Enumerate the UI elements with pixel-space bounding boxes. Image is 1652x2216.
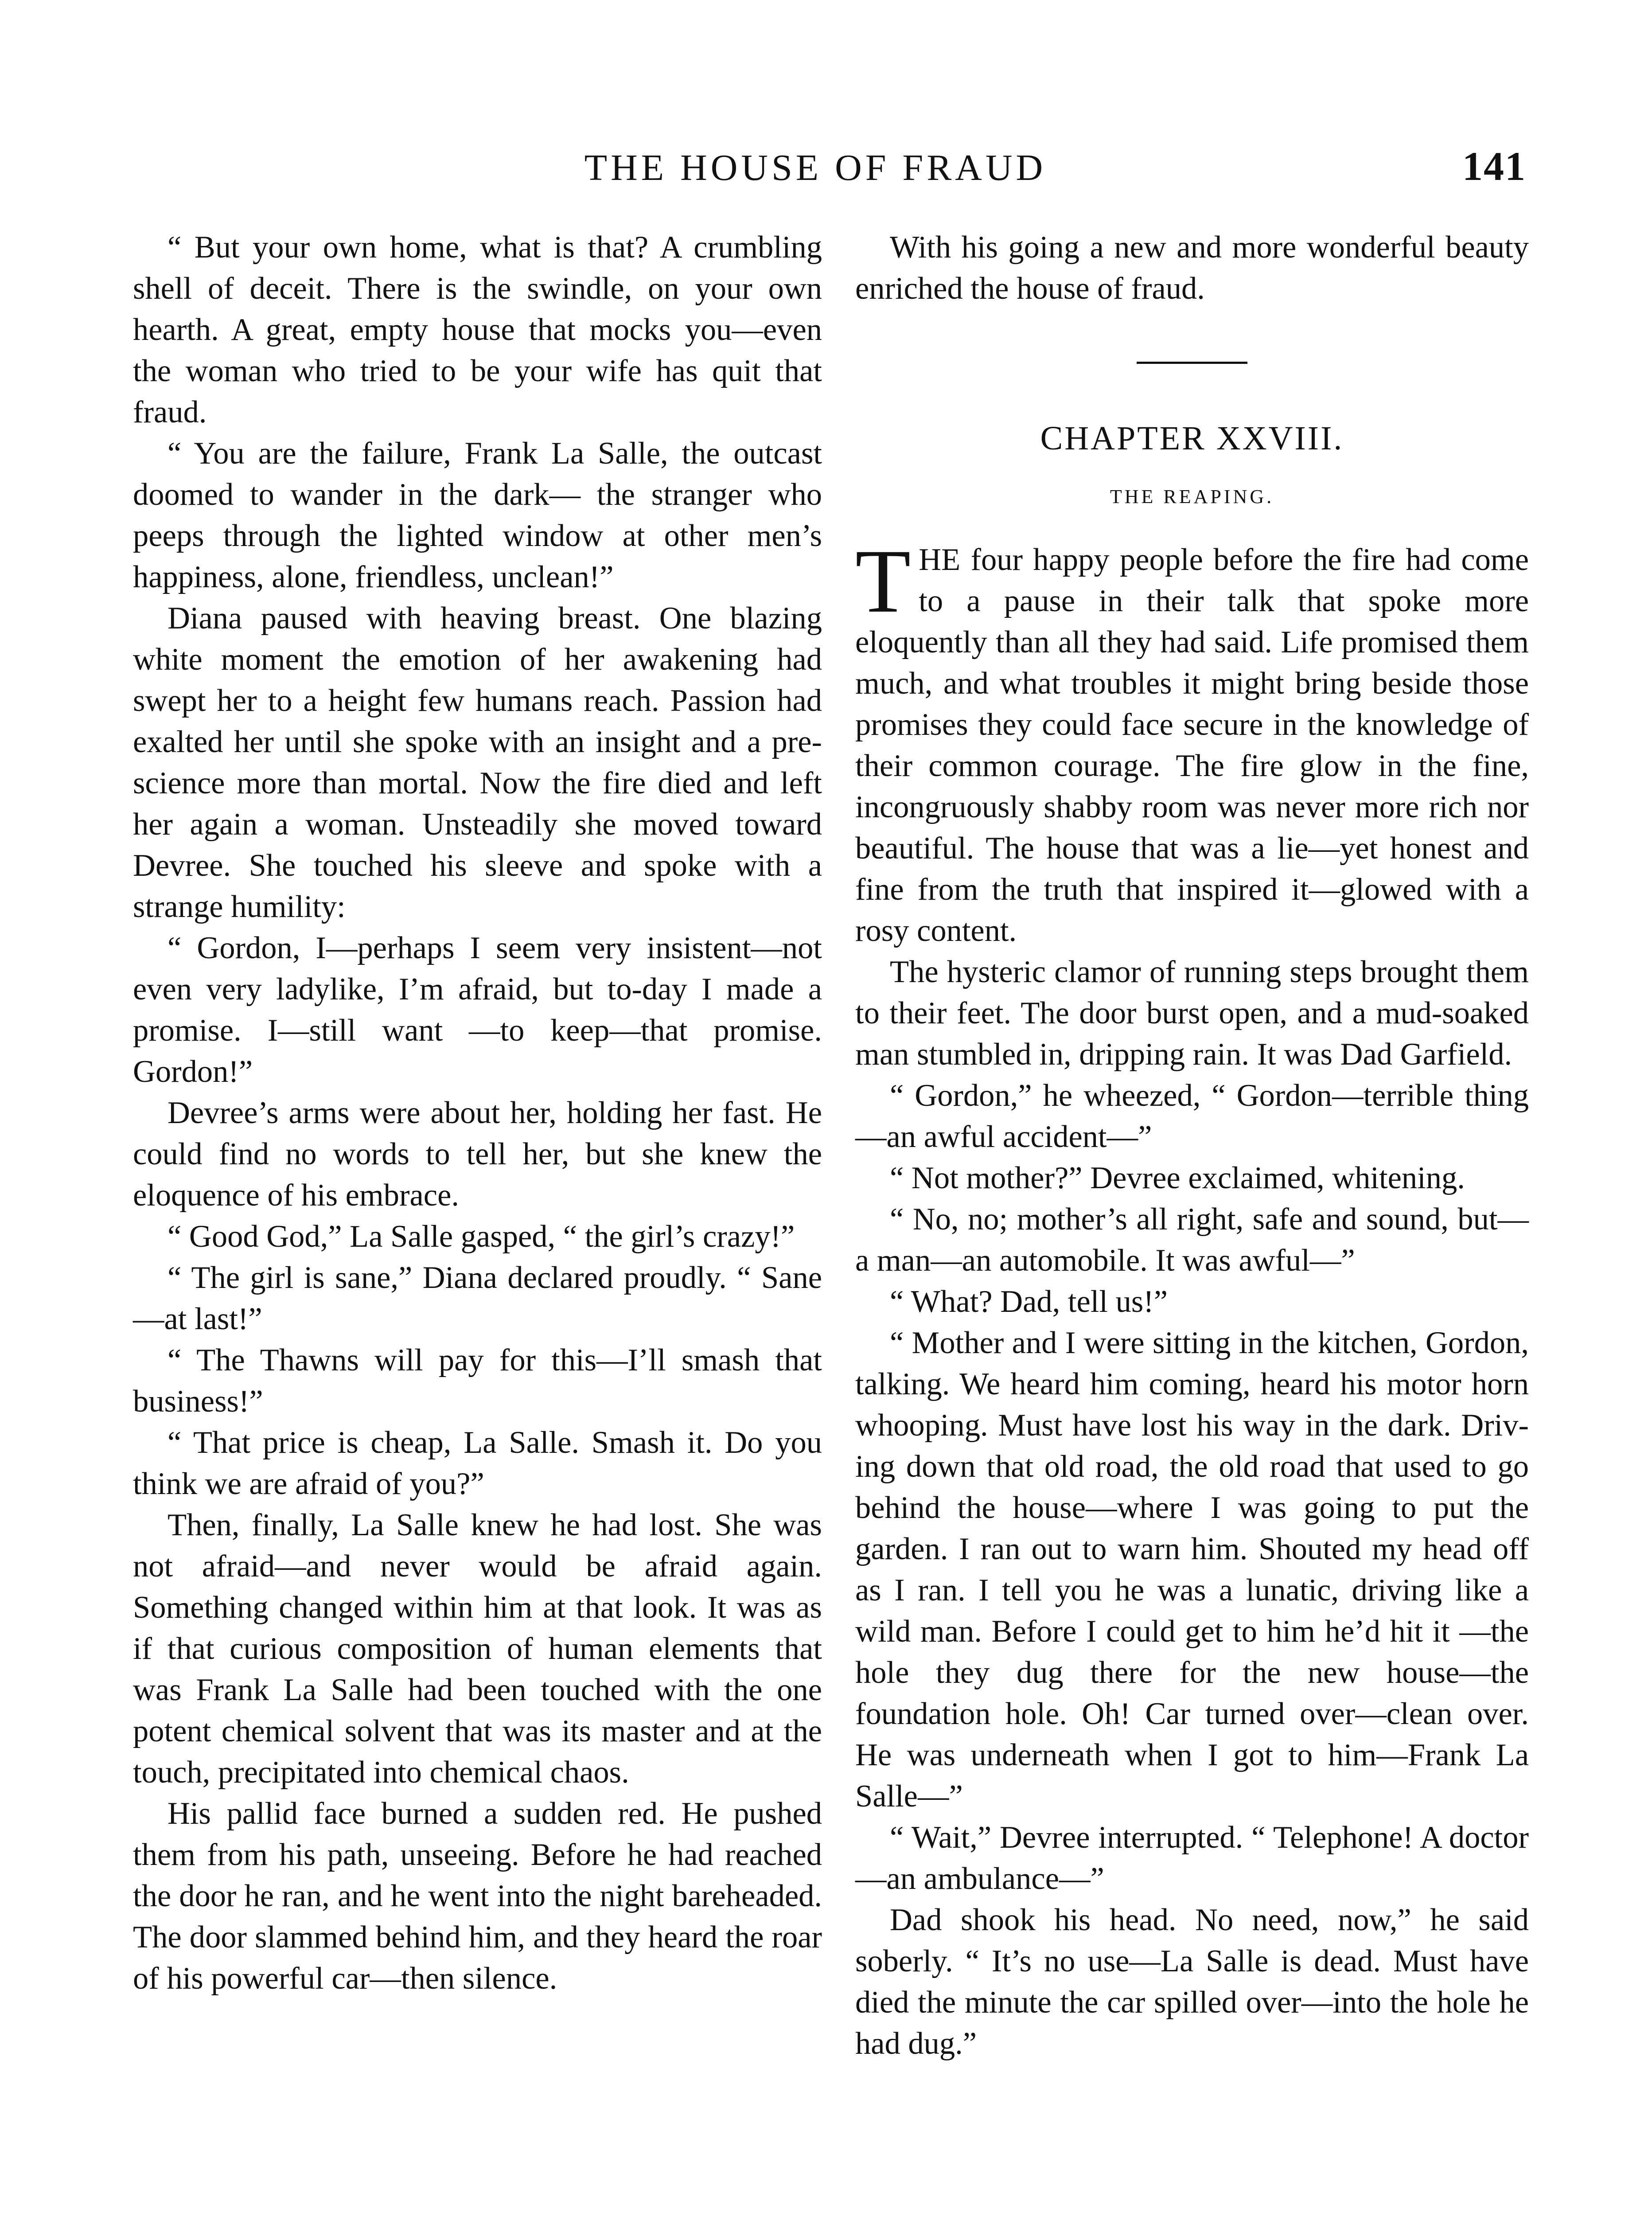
paragraph: “ Gordon, I—perhaps I seem very insistent—not even very ladylike, I’m afraid, but to-day I made a promise. I—still want —to keep—that promise. Gordon!” <box>133 931 822 1089</box>
paragraph: “ What? Dad, tell us!” <box>890 1284 1168 1319</box>
paragraph: “ That price is cheap, La Salle. Smash it. Do you think we are afraid of you?” <box>133 1425 822 1501</box>
paragraph: “ Gordon,” he wheezed, “ Gordon—terrible thing—an awful accident—” <box>855 1078 1529 1154</box>
paragraph: The hysteric clamor of running steps brought them to their feet. The door burst open, and a mud-soaked man stumbled in, dripping rain. It was Dad Garfield. <box>855 955 1529 1072</box>
paragraph: “ Wait,” Devree interrupted. “ Telephone! A doctor—an ambulance—” <box>855 1820 1529 1896</box>
paragraph: “ Good God,” La Salle gasped, “ the girl’s crazy!” <box>168 1219 795 1254</box>
paragraph: “ Mother and I were sitting in the kitchen, Gordon, talking. We heard him coming, heard his motor horn whooping. Must have lost his way in the dark. Driving down that old road, the old road that used to go behind the house—where I was going to put the garden. I ran out to warn him. Shouted my head off as I ran. I tell you he was a lunatic, driving like a wild man. Before I could get to him he’d hit it —the hole they dug there for the new house—the foundation hole. Oh! Car turned over—clean over. He was underneath when I got to him—Frank La Salle—” <box>855 1326 1529 1814</box>
first-paragraph-text: HE four happy people before the fire had come to a pause in their talk that spoke more eloquently than all they had said. Life promised them much, and what troubles it might bring beside those promises they could face secure in the knowledge of their common courage. The fire glow in the fine, incongruously shabby room was never more rich nor beautiful. The house that was a lie—yet honest and fine from the truth that inspired it—glowed with a rosy content. <box>855 542 1529 948</box>
left-column <box>133 227 822 1999</box>
paragraph: His pallid face burned a sudden red. He pushed them from his path, unseeing. Before he had reached the door he ran, and he went into the night bareheaded. The door slammed behind him, and they heard the roar of his powerful car—then silence. <box>133 1796 822 1996</box>
paragraph: Devree’s arms were about her, holding her fast. He could find no words to tell her, but she knew the eloquence of his embrace. <box>133 1096 822 1213</box>
paragraph: Dad shook his head. No need, now,” he said soberly. “ It’s no use—La Salle is dead. Must have died the minute the car spilled over—into the hole he had dug.” <box>855 1903 1529 2061</box>
paragraph: “ The girl is sane,” Diana declared proudly. “ Sane—at last!” <box>133 1260 822 1336</box>
paragraph: “ Not mother?” Devree exclaimed, whitening. <box>890 1161 1465 1195</box>
right-column <box>855 227 1529 2064</box>
closing-paragraph: With his going a new and more wonderful beauty enriched the house of fraud. <box>855 230 1529 306</box>
paragraph: “ The Thawns will pay for this—I’ll smash that business!” <box>133 1343 822 1419</box>
paragraph: Then, finally, La Salle knew he had lost. She was not afraid—and never would be afraid again. Something changed within him at that look. It was as if that curious composition of human elements that was Frank La Salle had been touched with the one potent chemical solvent that was its master and at the touch, precipitated into chemical chaos. <box>133 1508 822 1790</box>
paragraph: “ You are the failure, Frank La Salle, the outcast doomed to wander in the dark— the stranger who peeps through the lighted window at other men’s happiness, alone, friendless, unclean!” <box>133 436 822 594</box>
section-divider <box>1137 362 1247 364</box>
chapter-title: CHAPTER XXVIII. <box>1040 420 1344 457</box>
drop-cap: T <box>855 531 911 632</box>
chapter-subtitle: THE REAPING. <box>1110 486 1274 507</box>
paragraph: “ But your own home, what is that? A crumbling shell of deceit. There is the swindle, on your own hearth. A great, empty house that mocks you—even the woman who tried to be your wife has quit that fraud. <box>133 230 822 429</box>
paragraph: “ No, no; mother’s all right, safe and sound, but—a man—an automobile. It was awful—” <box>855 1202 1529 1278</box>
page-number: 141 <box>1462 144 1526 189</box>
chapter-first-paragraph <box>855 531 1529 952</box>
paragraph: Diana paused with heaving breast. One blazing white moment the emotion of her awakening had swept her to a height few humans reach. Passion had exalted her until she spoke with an insight and a prescience more than mortal. Now the fire died and left her again a woman. Unsteadily she moved toward Devree. She touched his sleeve and spoke with a strange humility: <box>133 601 822 924</box>
running-header-title: THE HOUSE OF FRAUD <box>584 147 1047 188</box>
